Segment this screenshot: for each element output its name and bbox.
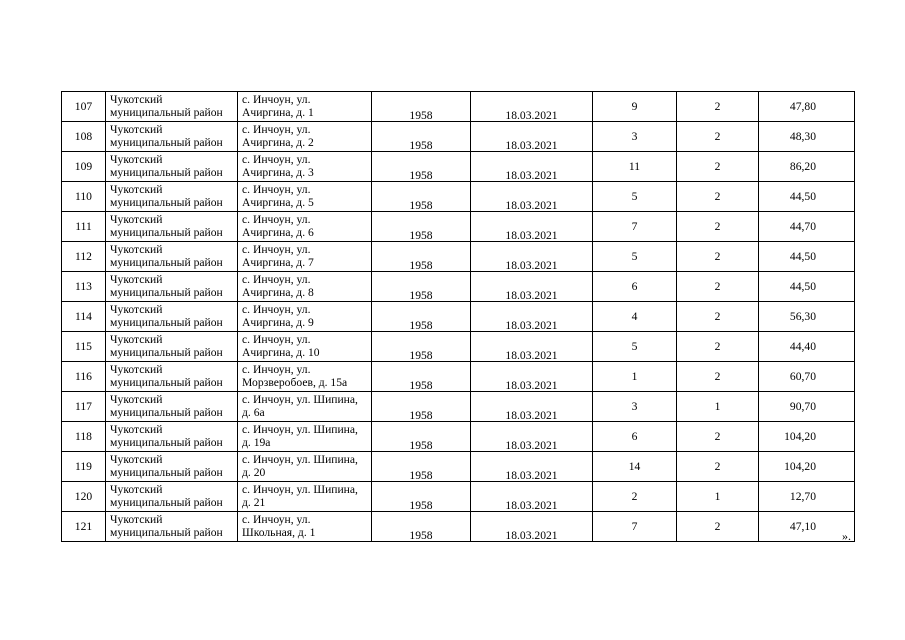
district-line: муниципальный район [110,496,223,509]
year-cell [372,452,471,482]
district-line: муниципальный район [110,166,223,179]
address-cell [238,392,372,422]
address-line: д. 21 [242,496,266,509]
address-line: д. 6а [242,406,265,419]
address-cell [238,92,372,122]
table-row [62,272,855,302]
district-cell [106,272,238,302]
address-line: с. Инчоун, ул. [242,273,311,286]
floors-cell: 2 [677,302,759,332]
district-line: Чукотский [110,153,163,166]
area-cell: 104,20 [759,452,855,482]
floors-cell: 2 [677,182,759,212]
date-cell [471,212,593,242]
flats-cell: 9 [593,92,677,122]
district-cell [106,242,238,272]
district-line: Чукотский [110,273,163,286]
address-line: с. Инчоун, ул. Шипина, [242,393,358,406]
year-value: 1958 [409,109,433,122]
year-value: 1958 [409,529,433,542]
area-cell: 56,30 [759,302,855,332]
address-line: с. Инчоун, ул. Шипина, [242,483,358,496]
row-number-cell: 112 [62,242,106,272]
date-cell [471,362,593,392]
year-cell [372,302,471,332]
floors-cell: 2 [677,242,759,272]
year-value: 1958 [409,409,433,422]
address-line: с. Инчоун, ул. [242,303,311,316]
address-line: с. Инчоун, ул. Шипина, [242,423,358,436]
floors-cell: 2 [677,272,759,302]
address-line: с. Инчоун, ул. [242,363,311,376]
floors-cell: 2 [677,512,759,542]
table-row [62,92,855,122]
flats-cell: 5 [593,242,677,272]
district-line: Чукотский [110,333,163,346]
address-line: Ачиргина, д. 1 [242,106,314,119]
row-number-cell: 109 [62,152,106,182]
row-number-cell: 113 [62,272,106,302]
date-value: 18.03.2021 [505,439,558,452]
area-cell: 12,70 [759,482,855,512]
row-number-cell: 119 [62,452,106,482]
district-line: Чукотский [110,483,163,496]
date-value: 18.03.2021 [505,229,558,242]
district-cell [106,422,238,452]
table-body [62,92,855,542]
date-value: 18.03.2021 [505,349,558,362]
area-cell: 90,70 [759,392,855,422]
row-number-cell: 108 [62,122,106,152]
district-line: муниципальный район [110,226,223,239]
date-value: 18.03.2021 [505,529,558,542]
district-line: муниципальный район [110,316,223,329]
date-cell [471,182,593,212]
table-row [62,242,855,272]
address-line: Ачиргина, д. 8 [242,286,314,299]
date-cell [471,152,593,182]
floors-cell: 2 [677,152,759,182]
date-cell [471,272,593,302]
flats-cell: 11 [593,152,677,182]
floors-cell: 1 [677,482,759,512]
address-line: Школьная, д. 1 [242,526,316,539]
year-value: 1958 [409,469,433,482]
flats-cell: 7 [593,212,677,242]
address-cell [238,212,372,242]
table-row [62,512,855,542]
year-value: 1958 [409,319,433,332]
address-cell [238,512,372,542]
table-row [62,302,855,332]
year-cell [372,182,471,212]
district-cell [106,332,238,362]
date-value: 18.03.2021 [505,169,558,182]
date-cell [471,122,593,152]
district-line: муниципальный район [110,466,223,479]
area-cell: 47,10 [759,512,855,542]
floors-cell: 1 [677,392,759,422]
address-line: с. Инчоун, ул. [242,333,311,346]
area-cell: 44,50 [759,242,855,272]
district-cell [106,212,238,242]
date-value: 18.03.2021 [505,199,558,212]
table-row [62,482,855,512]
year-value: 1958 [409,139,433,152]
row-number-cell: 121 [62,512,106,542]
row-number-cell: 110 [62,182,106,212]
date-value: 18.03.2021 [505,319,558,332]
year-value: 1958 [409,499,433,512]
address-line: Ачиргина, д. 6 [242,226,314,239]
address-line: с. Инчоун, ул. Шипина, [242,453,358,466]
date-cell [471,452,593,482]
year-cell [372,242,471,272]
address-cell [238,122,372,152]
district-line: муниципальный район [110,256,223,269]
district-line: муниципальный район [110,376,223,389]
floors-cell: 2 [677,422,759,452]
address-line: д. 20 [242,466,266,479]
row-number-cell: 118 [62,422,106,452]
year-cell [372,272,471,302]
year-cell [372,392,471,422]
floors-cell: 2 [677,332,759,362]
flats-cell: 5 [593,182,677,212]
floors-cell: 2 [677,362,759,392]
district-cell [106,362,238,392]
date-value: 18.03.2021 [505,499,558,512]
address-cell [238,272,372,302]
address-cell [238,152,372,182]
flats-cell: 3 [593,392,677,422]
year-cell [372,512,471,542]
district-cell [106,152,238,182]
flats-cell: 3 [593,122,677,152]
address-cell [238,182,372,212]
address-line: Морзверобоев, д. 15а [242,376,348,389]
row-number-cell: 117 [62,392,106,422]
floors-cell: 2 [677,92,759,122]
table-row [62,392,855,422]
flats-cell: 4 [593,302,677,332]
flats-cell: 1 [593,362,677,392]
floors-cell: 2 [677,452,759,482]
year-cell [372,92,471,122]
flats-cell: 5 [593,332,677,362]
district-line: муниципальный район [110,136,223,149]
date-cell [471,392,593,422]
district-line: Чукотский [110,453,163,466]
date-value: 18.03.2021 [505,469,558,482]
district-line: муниципальный район [110,346,223,359]
district-line: муниципальный район [110,286,223,299]
floors-cell: 2 [677,212,759,242]
date-value: 18.03.2021 [505,379,558,392]
district-line: муниципальный район [110,526,223,539]
address-line: с. Инчоун, ул. [242,93,311,106]
area-cell: 60,70 [759,362,855,392]
area-cell: 44,40 [759,332,855,362]
year-value: 1958 [409,289,433,302]
area-cell: 104,20 [759,422,855,452]
area-cell: 86,20 [759,152,855,182]
address-cell [238,242,372,272]
year-cell [372,152,471,182]
year-value: 1958 [409,199,433,212]
district-line: Чукотский [110,363,163,376]
address-line: Ачиргина, д. 2 [242,136,314,149]
table-row [62,362,855,392]
area-cell: 47,80 [759,92,855,122]
address-line: с. Инчоун, ул. [242,243,311,256]
district-cell [106,122,238,152]
date-cell [471,482,593,512]
area-cell: 44,50 [759,182,855,212]
district-cell [106,482,238,512]
address-line: Ачиргина, д. 3 [242,166,314,179]
date-cell [471,512,593,542]
district-line: Чукотский [110,213,163,226]
date-value: 18.03.2021 [505,259,558,272]
table-row [62,122,855,152]
table-row [62,212,855,242]
row-number-cell: 114 [62,302,106,332]
address-line: Ачиргина, д. 7 [242,256,314,269]
address-cell [238,482,372,512]
year-value: 1958 [409,259,433,272]
flats-cell: 6 [593,272,677,302]
table-row [62,332,855,362]
district-line: Чукотский [110,183,163,196]
year-cell [372,482,471,512]
address-line: с. Инчоун, ул. [242,213,311,226]
year-value: 1958 [409,439,433,452]
flats-cell: 6 [593,422,677,452]
area-cell: 44,70 [759,212,855,242]
district-line: Чукотский [110,303,163,316]
table-row [62,182,855,212]
year-cell [372,422,471,452]
year-cell [372,362,471,392]
year-value: 1958 [409,169,433,182]
flats-cell: 14 [593,452,677,482]
address-cell [238,452,372,482]
district-line: Чукотский [110,393,163,406]
district-line: Чукотский [110,423,163,436]
date-cell [471,302,593,332]
district-line: Чукотский [110,513,163,526]
district-cell [106,92,238,122]
district-line: муниципальный район [110,106,223,119]
district-line: Чукотский [110,93,163,106]
date-value: 18.03.2021 [505,289,558,302]
district-cell [106,182,238,212]
address-line: д. 19а [242,436,271,449]
date-cell [471,422,593,452]
date-cell [471,92,593,122]
row-number-cell: 120 [62,482,106,512]
address-line: с. Инчоун, ул. [242,513,311,526]
year-value: 1958 [409,229,433,242]
date-value: 18.03.2021 [505,109,558,122]
address-cell [238,422,372,452]
row-number-cell: 111 [62,212,106,242]
row-number-cell: 115 [62,332,106,362]
address-line: Ачиргина, д. 10 [242,346,320,359]
year-cell [372,122,471,152]
floors-cell: 2 [677,122,759,152]
table-row [62,452,855,482]
area-cell: 44,50 [759,272,855,302]
district-cell [106,452,238,482]
date-cell [471,332,593,362]
date-value: 18.03.2021 [505,139,558,152]
address-line: с. Инчоун, ул. [242,123,311,136]
row-number-cell: 107 [62,92,106,122]
year-value: 1958 [409,349,433,362]
address-cell [238,362,372,392]
table-row [62,422,855,452]
district-cell [106,392,238,422]
address-line: с. Инчоун, ул. [242,153,311,166]
flats-cell: 7 [593,512,677,542]
district-line: Чукотский [110,243,163,256]
table-row [62,152,855,182]
district-cell [106,302,238,332]
address-cell [238,302,372,332]
flats-cell: 2 [593,482,677,512]
district-line: муниципальный район [110,406,223,419]
district-line: Чукотский [110,123,163,136]
area-cell: 48,30 [759,122,855,152]
address-line: Ачиргина, д. 9 [242,316,314,329]
date-value: 18.03.2021 [505,409,558,422]
address-line: Ачиргина, д. 5 [242,196,314,209]
date-cell [471,242,593,272]
housing-registry-table [61,91,855,542]
address-line: с. Инчоун, ул. [242,183,311,196]
year-value: 1958 [409,379,433,392]
year-cell [372,212,471,242]
district-line: муниципальный район [110,436,223,449]
year-cell [372,332,471,362]
district-line: муниципальный район [110,196,223,209]
address-cell [238,332,372,362]
district-cell [106,512,238,542]
row-number-cell: 116 [62,362,106,392]
closing-quote-mark: ». [842,529,851,543]
